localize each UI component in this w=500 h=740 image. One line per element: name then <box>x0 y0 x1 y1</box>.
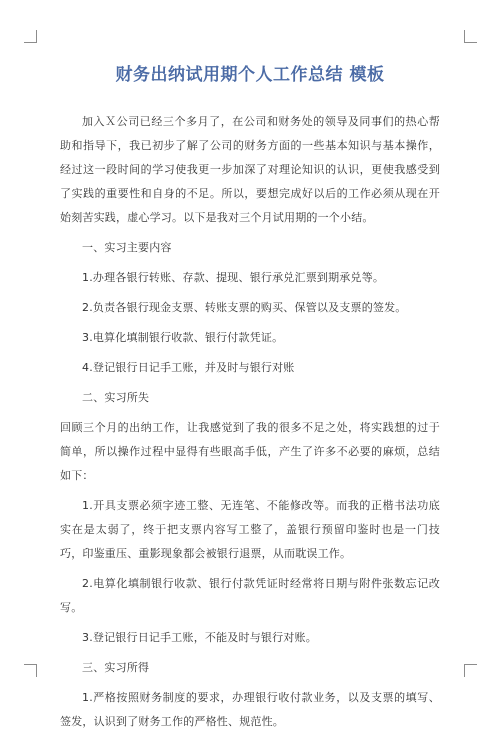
crop-mark-bottom-left <box>24 664 37 677</box>
document-title: 财务出纳试用期个人工作总结 模板 <box>115 65 385 85</box>
list-item: 3.登记银行日记手工账，不能及时与银行对账。 <box>82 631 317 644</box>
section-heading: 二、实习所失 <box>82 391 150 404</box>
list-item: 1.开具支票必须字迹工整、无连笔、不能修改等。而我的正楷书法功底实在是太弱了，终于把支票内容写工整了，盖银行预留印鉴时也是一门技巧，印鉴重压、重影现象都会被银行退票，从而耽误工作。 <box>60 499 440 560</box>
crop-mark-bottom-right <box>464 664 477 677</box>
body-paragraph: 回顾三个月的出纳工作，让我感觉到了我的很多不足之处，将实践想的过于简单，所以操作过程中显得有些眼高手低，产生了许多不必要的麻烦，总结如下： <box>60 421 440 482</box>
section-heading: 三、实习所得 <box>82 661 150 674</box>
section-heading: 一、实习主要内容 <box>82 241 172 254</box>
crop-mark-top-right <box>464 30 477 43</box>
list-item: 3.电算化填制银行收款、银行付款凭证。 <box>82 331 284 344</box>
list-item: 1.办理各银行转账、存款、提现、银行承兑汇票到期承兑等。 <box>82 271 385 284</box>
list-item: 2.负责各银行现金支票、转账支票的购买、保管以及支票的签发。 <box>82 301 407 314</box>
intro-paragraph: 加入Ｘ公司已经三个多月了，在公司和财务处的领导及同事们的热心帮助和指导下，我已初步了解了公司的财务方面的一些基本知识与基本操作，经过这一段时间的学习使我更一步加深了对理论知识的认识，更使我感受到了实践的重要性和自身的不足。所以，要想完成好以后的工作必须从现在开始刻苦实践，虚心学习。以下是我对三个月试用期的一个小结。 <box>60 115 440 224</box>
list-item: 1.严格按照财务制度的要求，办理银行收付款业务，以及支票的填写、签发，认识到了财务工作的严格性、规范性。 <box>60 691 440 728</box>
document-body <box>60 110 440 740</box>
list-item: 4.登记银行日记手工账，并及时与银行对账 <box>82 361 295 374</box>
list-item: 2.电算化填制银行收款、银行付款凭证时经常将日期与附件张数忘记改写。 <box>60 577 440 614</box>
crop-mark-top-left <box>24 30 37 43</box>
